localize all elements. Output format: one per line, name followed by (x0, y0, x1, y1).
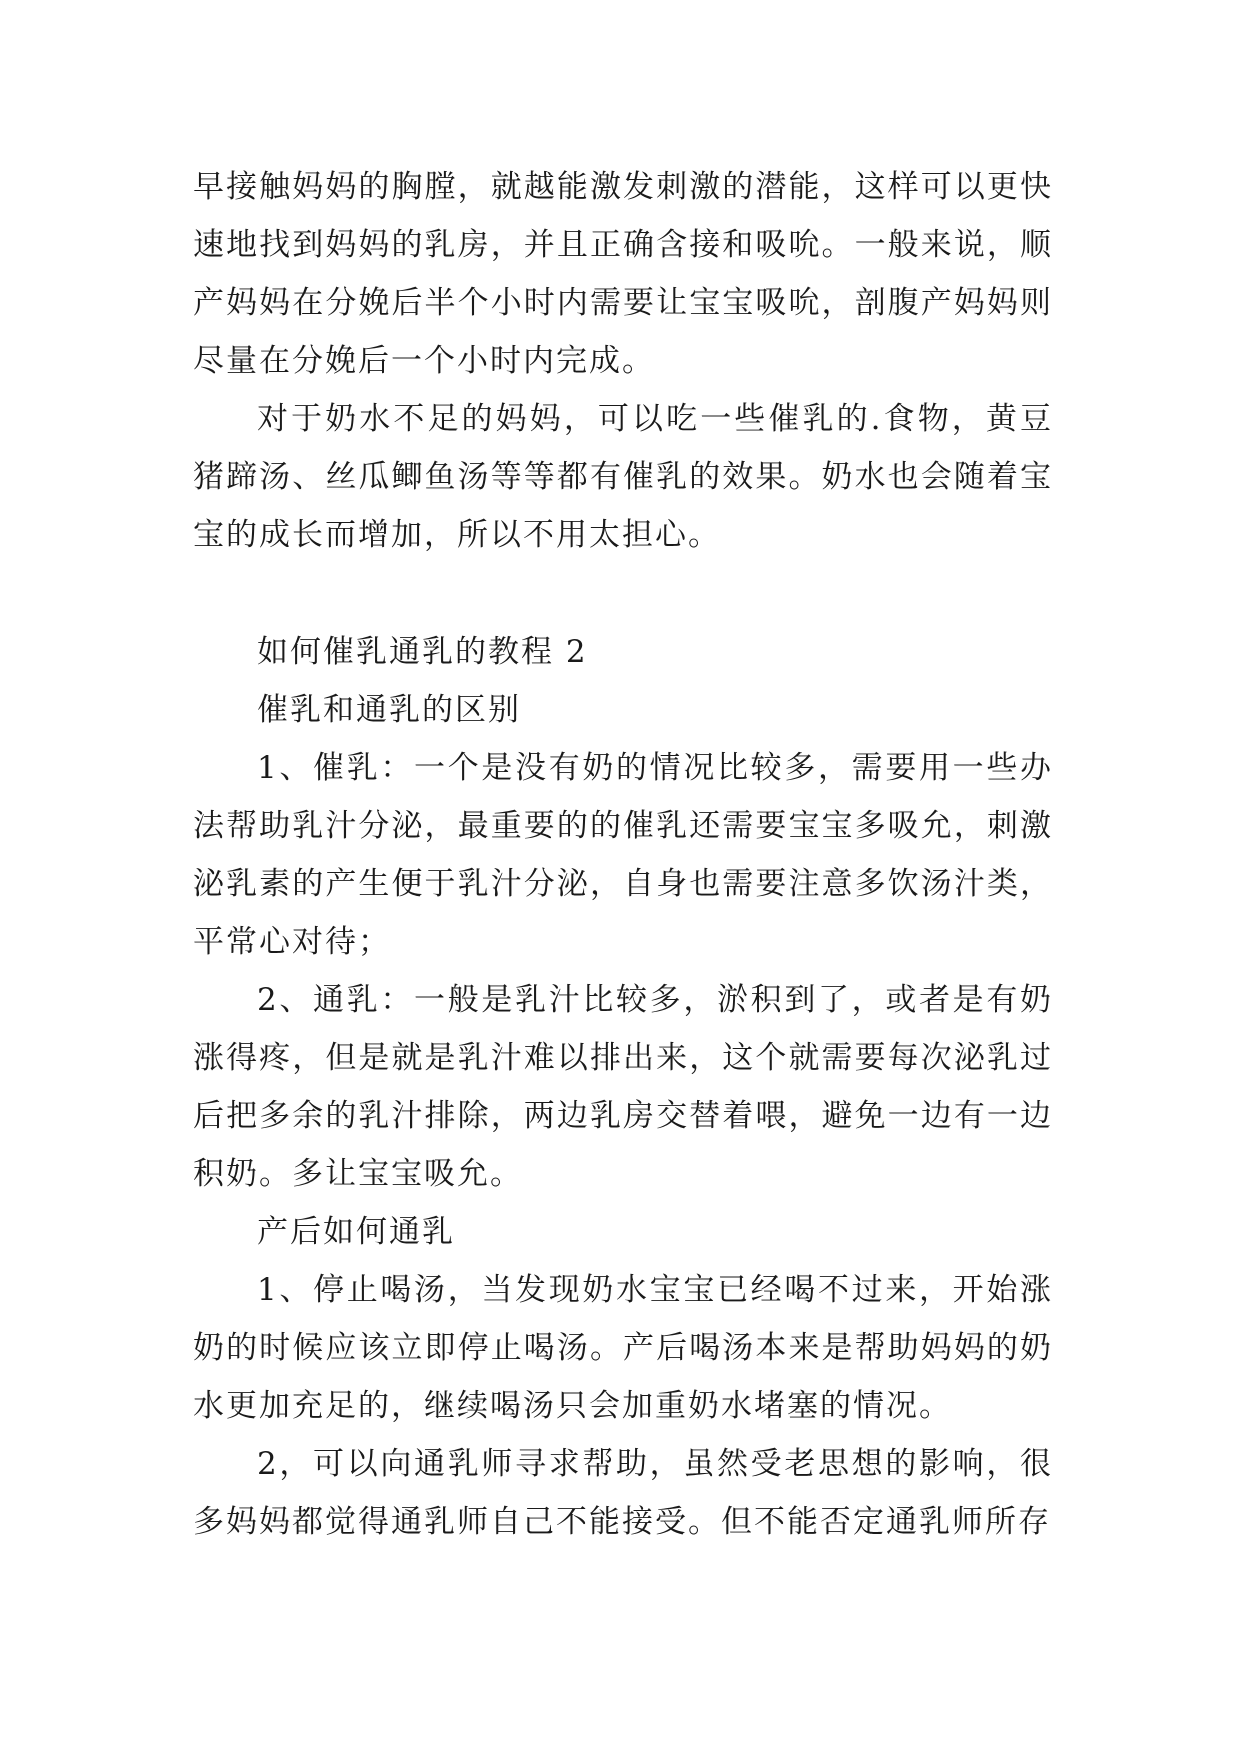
subheading-postpartum: 产后如何通乳 (257, 1214, 455, 1250)
paragraph-insufficient-milk: 对于奶水不足的妈妈，可以吃一些催乳的.食物，黄豆猪蹄汤、丝瓜鲫鱼汤等等都有催乳的效果。奶水也会随着宝宝的成长而增加，所以不用太担心。 (193, 401, 1053, 553)
subheading-difference: 催乳和通乳的区别 (257, 692, 521, 728)
paragraph-cuiru: 1、催乳：一个是没有奶的情况比较多，需要用一些办法帮助乳汁分泌，最重要的的催乳还需要宝宝多吸允，刺激泌乳素的产生便于乳汁分泌，自身也需要注意多饮汤汁类，平常心对待； (193, 750, 1053, 960)
document-body (193, 158, 1053, 1551)
paragraph-continuation: 早接触妈妈的胸膛，就越能激发刺激的潜能，这样可以更快速地找到妈妈的乳房，并且正确含接和吸吮。一般来说，顺产妈妈在分娩后半个小时内需要让宝宝吸吮，剖腹产妈妈则尽量在分娩后一个小时内完成。 (193, 169, 1053, 379)
paragraph-lactation-consultant: 2，可以向通乳师寻求帮助，虽然受老思想的影响，很多妈妈都觉得通乳师自己不能接受。但不能否定通乳师所存 (193, 1446, 1053, 1540)
section-heading-tutorial-2: 如何催乳通乳的教程 2 (257, 634, 588, 670)
paragraph-stop-soup: 1、停止喝汤，当发现奶水宝宝已经喝不过来，开始涨奶的时候应该立即停止喝汤。产后喝汤本来是帮助妈妈的奶水更加充足的，继续喝汤只会加重奶水堵塞的情况。 (193, 1272, 1053, 1424)
paragraph-tongru: 2、通乳：一般是乳汁比较多，淤积到了，或者是有奶涨得疼，但是就是乳汁难以排出来，这个就需要每次泌乳过后把多余的乳汁排除，两边乳房交替着喂，避免一边有一边积奶。多让宝宝吸允。 (193, 982, 1053, 1192)
